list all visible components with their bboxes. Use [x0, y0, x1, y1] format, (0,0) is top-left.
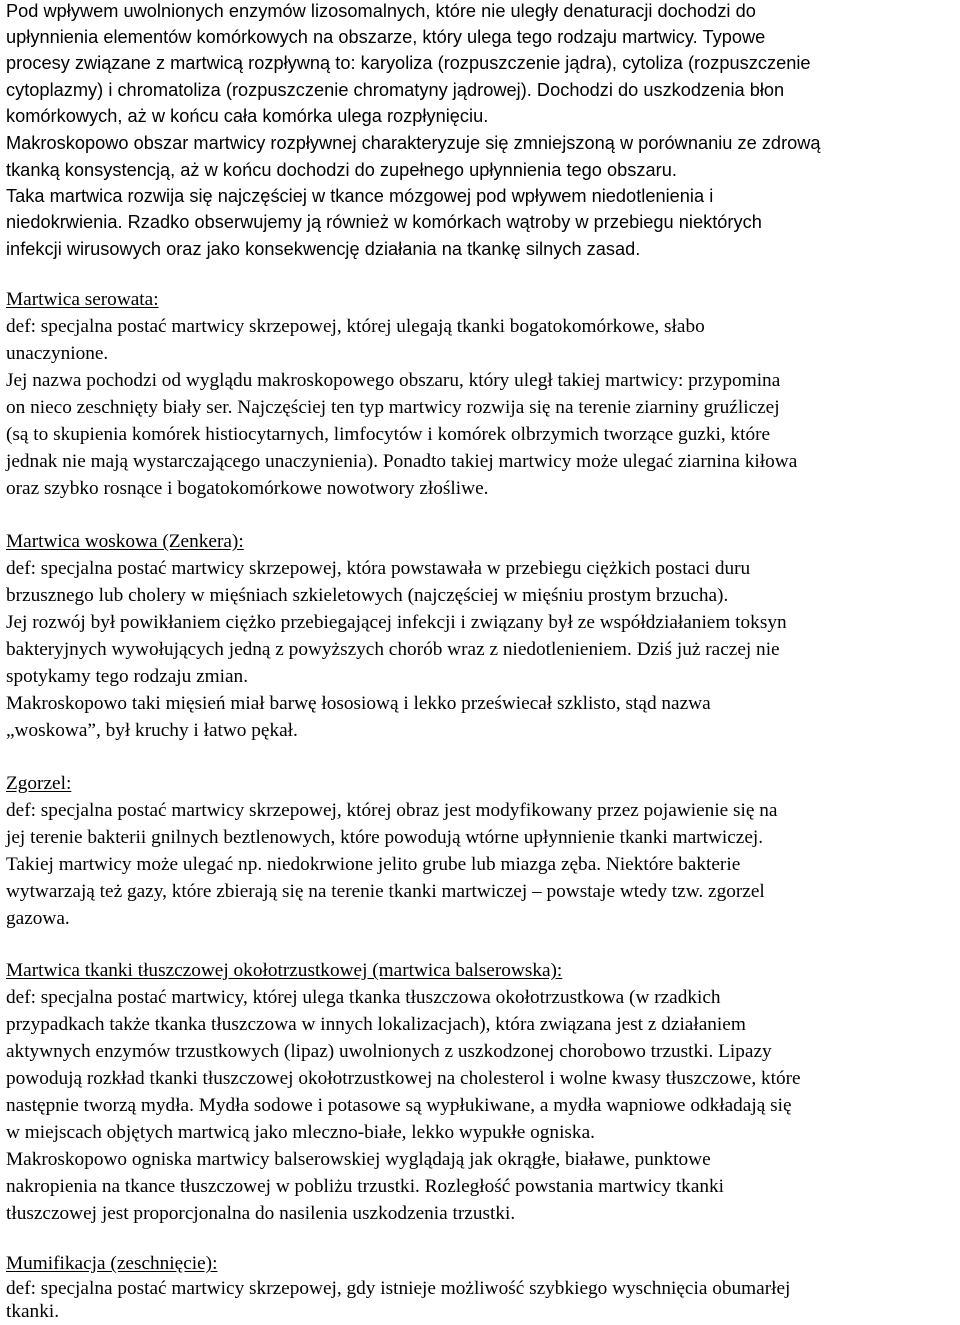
woskowa-line-2: brzusznego lub cholery w mięśniach szkieletowych (najczęściej w mięśniu prostym brzucha). [6, 585, 729, 606]
balserowska-line-9: tłuszczowej jest proporcjonalna do nasilenia uszkodzenia trzustki. [6, 1203, 516, 1224]
intro-line-8: Taka martwica rozwija się najczęściej w tkance mózgowej pod wpływem niedotlenienia i [6, 186, 714, 206]
serowata-line-5: (są to skupienia komórek histiocytarnych, limfocytów i komórek olbrzymich tworzące guzki, które [6, 424, 771, 445]
zgorzel-line-5: gazowa. [6, 908, 70, 929]
intro-line-6: Makroskopowo obszar martwicy rozpływnej charakteryzuje się zmniejszoną w porównaniu ze zdrową [6, 133, 821, 153]
intro-line-7: tkanką konsystencją, aż w końcu dochodzi do zupełnego upłynnienia tego obszaru. [6, 160, 677, 180]
woskowa-line-1: def: specjalna postać martwicy skrzepowej, która powstawała w przebiegu ciężkich postaci duru [6, 558, 751, 579]
intro-line-10: infekcji wirusowych oraz jako konsekwencję działania na tkankę silnych zasad. [6, 239, 641, 259]
zgorzel-line-4: wytwarzają też gazy, które zbierają się na terenie tkanki martwiczej – powstaje wtedy tzw. zgorzel [6, 881, 765, 902]
balserowska-line-1: def: specjalna postać martwicy, której ulega tkanka tłuszczowa okołotrzustkowa (w rzadkich [6, 987, 721, 1008]
serowata-line-4: on nieco zeschnięty biały ser. Najczęściej ten typ martwicy rozwija się na terenie ziarniny gruźliczej [6, 397, 780, 418]
mumifikacja-line-2: tkanki. [6, 1301, 60, 1322]
intro-line-9: niedokrwienia. Rzadko obserwujemy ją również w komórkach wątroby w przebiegu niektórych [6, 212, 762, 232]
balserowska-line-3: aktywnych enzymów trzustkowych (lipaz) uwolnionych z uszkodzonej chorobowo trzustki. Lipazy [6, 1041, 772, 1062]
section-heading-mumifikacja: Mumifikacja (zeschnięcie): [6, 1253, 218, 1274]
balserowska-line-6: w miejscach objętych martwicą jako mleczno-białe, lekko wypukłe ogniska. [6, 1122, 595, 1143]
zgorzel-line-3: Takiej martwicy może ulegać np. niedokrwione jelito grube lub miazga zęba. Niektóre bakterie [6, 854, 741, 875]
serowata-line-7: oraz szybko rosnące i bogatokomórkowe nowotwory złośliwe. [6, 478, 489, 499]
zgorzel-line-2: jej terenie bakterii gnilnych beztlenowych, które powodują wtórne upłynnienie tkanki martwiczej. [6, 827, 764, 848]
intro-line-3: procesy związane z martwicą rozpływną to: karyoliza (rozpuszczenie jądra), cytoliza (rozpuszczenie [6, 53, 811, 73]
section-heading-woskowa: Martwica woskowa (Zenkera): [6, 531, 244, 552]
section-heading-zgorzel: Zgorzel: [6, 773, 72, 794]
intro-line-1: Pod wpływem uwolnionych enzymów lizosomalnych, które nie uległy denaturacji dochodzi do [6, 1, 756, 21]
woskowa-line-5: spotykamy tego rodzaju zmian. [6, 666, 249, 687]
section-heading-balserowska: Martwica tkanki tłuszczowej okołotrzustkowej (martwica balserowska): [6, 960, 563, 981]
woskowa-line-7: „woskowa”, był kruchy i łatwo pękał. [6, 720, 298, 741]
woskowa-line-6: Makroskopowo taki mięsień miał barwę łososiową i lekko przeświecał szklisto, stąd nazwa [6, 693, 711, 714]
woskowa-line-3: Jej rozwój był powikłaniem ciężko przebiegającej infekcji i związany był ze współdziałaniem toksyn [6, 612, 787, 633]
serowata-line-6: jednak nie mają wystarczającego unaczynienia). Ponadto takiej martwicy może ulegać ziarnina kiłowa [6, 451, 798, 472]
serowata-line-1: def: specjalna postać martwicy skrzepowej, której ulegają tkanki bogatokomórkowe, słabo [6, 316, 705, 337]
woskowa-line-4: bakteryjnych wywołujących jedną z powyższych chorób wraz z niedotlenieniem. Dziś już raczej nie [6, 639, 780, 660]
intro-line-2: upłynnienia elementów komórkowych na obszarze, który ulega tego rodzaju martwicy. Typowe [6, 27, 766, 47]
balserowska-line-2: przypadkach także tkanka tłuszczowa w innych lokalizacjach), która związana jest z działaniem [6, 1014, 746, 1035]
serowata-line-2: unaczynione. [6, 343, 109, 364]
zgorzel-line-1: def: specjalna postać martwicy skrzepowej, której obraz jest modyfikowany przez pojawienie się na [6, 800, 778, 821]
mumifikacja-line-1: def: specjalna postać martwicy skrzepowej, gdy istnieje możliwość szybkiego wyschnięcia obumarłej [6, 1278, 791, 1299]
intro-line-5: komórkowych, aż w końcu cała komórka ulega rozpłynięciu. [6, 106, 489, 126]
section-heading-serowata: Martwica serowata: [6, 289, 159, 310]
balserowska-line-8: nakropienia na tkance tłuszczowej w pobliżu trzustki. Rozległość powstania martwicy tkanki [6, 1176, 725, 1197]
balserowska-line-7: Makroskopowo ogniska martwicy balserowskiej wyglądają jak okrągłe, białawe, punktowe [6, 1149, 711, 1170]
balserowska-line-5: następnie tworzą mydła. Mydła sodowe i potasowe są wypłukiwane, a mydła wapniowe odkładają się [6, 1095, 792, 1116]
serowata-line-3: Jej nazwa pochodzi od wyglądu makroskopowego obszaru, który uległ takiej martwicy: przypomina [6, 370, 781, 391]
intro-line-4: cytoplazmy) i chromatoliza (rozpuszczenie chromatyny jądrowej). Dochodzi do uszkodzenia błon [6, 80, 785, 100]
balserowska-line-4: powodują rozkład tkanki tłuszczowej okołotrzustkowej na cholesterol i wolne kwasy tłuszczowe, które [6, 1068, 801, 1089]
